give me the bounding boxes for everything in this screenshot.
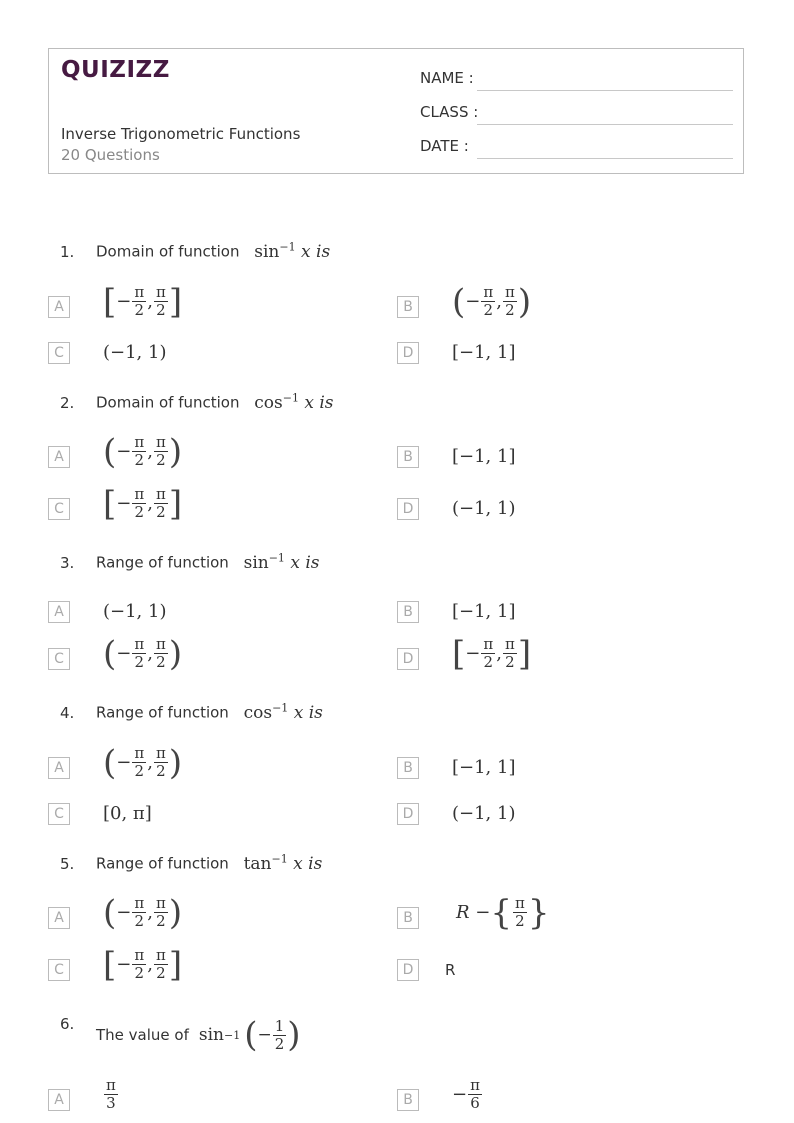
- bracket: ]: [168, 483, 183, 524]
- fraction: [132, 434, 146, 469]
- sign: −: [116, 902, 132, 923]
- bracket: ]: [168, 944, 183, 985]
- question-number: 1.: [60, 243, 75, 261]
- option-c[interactable]: [ − $\frac{\pi}{2}$ , $\frac{\pi}{2}$ ]: [103, 483, 183, 524]
- option-c[interactable]: ( − $\frac{\pi}{2}$ , $\frac{\pi}{2}$ ): [103, 633, 183, 674]
- question-math: [254, 242, 330, 262]
- fraction: [132, 745, 146, 780]
- numerator: π: [134, 283, 145, 301]
- numerator: π: [134, 635, 145, 653]
- bracket: ): [168, 431, 183, 472]
- brace: }: [527, 892, 550, 933]
- denominator: 2: [156, 912, 166, 930]
- bracket: ): [517, 281, 532, 322]
- sign: −: [116, 291, 132, 312]
- numerator: π: [470, 1076, 480, 1094]
- question-number: 4.: [60, 704, 75, 722]
- option-letter[interactable]: D: [397, 342, 419, 364]
- option-d[interactable]: (−1, 1): [452, 803, 516, 824]
- numerator: π: [155, 894, 166, 912]
- bracket: ): [168, 892, 183, 933]
- fraction: [154, 745, 168, 780]
- quizizz-logo: QUIZIZZ: [61, 57, 170, 83]
- option-c[interactable]: [ − $\frac{\pi}{2}$ , $\frac{\pi}{2}$ ]: [103, 944, 183, 985]
- denominator: 2: [134, 762, 145, 780]
- question-math: [244, 854, 323, 874]
- option-a[interactable]: ( − $\frac{\pi}{2}$ , $\frac{\pi}{2}$ ): [103, 431, 183, 472]
- denominator: 2: [134, 964, 145, 982]
- bracket: (: [103, 892, 117, 933]
- denominator: 2: [156, 964, 166, 982]
- question-text: [96, 551, 320, 573]
- set-prefix: R −: [456, 902, 491, 923]
- numerator: 1: [274, 1016, 285, 1035]
- denominator: 2: [134, 503, 145, 521]
- option-a[interactable]: ( − $\frac{\pi}{2}$ , $\frac{\pi}{2}$ ): [103, 742, 183, 783]
- fraction: [132, 895, 146, 930]
- question-prompt: Range of function: [96, 703, 229, 722]
- question-number: 3.: [60, 554, 75, 572]
- sign: −: [116, 441, 132, 462]
- fraction: [481, 284, 495, 319]
- math-tail: x is: [304, 392, 334, 413]
- question-math: [244, 703, 323, 723]
- question-number: 6.: [60, 1015, 75, 1033]
- fraction: [154, 486, 168, 521]
- option-d[interactable]: (−1, 1): [452, 498, 516, 519]
- fraction: [132, 486, 146, 521]
- numerator: π: [134, 894, 145, 912]
- fraction: [104, 1077, 118, 1112]
- name-field[interactable]: [420, 69, 733, 91]
- numerator: π: [155, 744, 166, 762]
- math-func: tan: [243, 853, 272, 874]
- question-number: 5.: [60, 855, 75, 873]
- denominator: 2: [156, 451, 166, 469]
- option-letter[interactable]: B: [397, 1089, 419, 1111]
- bracket: ]: [168, 281, 183, 322]
- math-func: sin: [243, 552, 269, 573]
- math-tail: x is: [293, 702, 323, 723]
- numerator: π: [515, 894, 525, 912]
- math-func: cos: [243, 702, 273, 723]
- option-letter[interactable]: C: [48, 803, 70, 825]
- numerator: π: [134, 485, 145, 503]
- worksheet-header: [48, 48, 744, 174]
- denominator: 2: [134, 912, 145, 930]
- brace: {: [490, 892, 512, 933]
- option-a[interactable]: [ − $\frac{\pi}{2}$ , $\frac{\pi}{2}$ ]: [103, 281, 183, 322]
- option-d[interactable]: [ − $\frac{\pi}{2}$ , $\frac{\pi}{2}$ ]: [452, 633, 532, 674]
- denominator: 2: [134, 451, 145, 469]
- bracket: ): [168, 742, 183, 783]
- bracket: [: [103, 483, 117, 524]
- numerator: π: [134, 744, 145, 762]
- question-text: [96, 240, 330, 262]
- denominator: 2: [156, 503, 166, 521]
- option-letter[interactable]: A: [48, 601, 70, 623]
- date-field[interactable]: [420, 137, 733, 159]
- fraction: [154, 434, 168, 469]
- math-sup: −1: [268, 551, 285, 564]
- date-line[interactable]: [477, 158, 733, 159]
- math-tail: x is: [301, 241, 331, 262]
- math-sup: −1: [272, 701, 289, 714]
- fraction: [132, 284, 146, 319]
- denominator: 3: [106, 1094, 116, 1112]
- fraction: [154, 947, 168, 982]
- option-c[interactable]: [0, π]: [103, 803, 152, 824]
- bracket: [: [452, 633, 466, 674]
- numerator: π: [106, 1076, 116, 1094]
- numerator: π: [155, 485, 166, 503]
- option-d[interactable]: R: [445, 961, 456, 979]
- paren: ): [287, 1015, 301, 1055]
- fraction: [154, 636, 168, 671]
- option-a[interactable]: [103, 1077, 119, 1112]
- option-a[interactable]: (−1, 1): [103, 601, 167, 622]
- paren: (: [244, 1015, 258, 1055]
- question-math: [254, 393, 333, 413]
- denominator: 2: [156, 653, 166, 671]
- sign: −: [465, 643, 481, 664]
- math-sup: −1: [271, 852, 288, 865]
- option-b[interactable]: ( − $\frac{\pi}{2}$ , $\frac{\pi}{2}$ ): [452, 281, 532, 322]
- denominator: 2: [505, 653, 515, 671]
- option-letter[interactable]: A: [48, 757, 70, 779]
- sign: −: [116, 954, 132, 975]
- denominator: 6: [470, 1094, 480, 1112]
- bracket: (: [103, 431, 117, 472]
- question-prompt: Domain of function: [96, 242, 240, 261]
- option-b[interactable]: [−1, 1]: [452, 446, 516, 467]
- fraction: [132, 947, 146, 982]
- date-label: DATE :: [420, 137, 469, 155]
- math-sup: −1: [279, 240, 296, 253]
- numerator: π: [155, 433, 166, 451]
- option-b[interactable]: [−1, 1]: [452, 601, 516, 622]
- math-tail: x is: [293, 853, 323, 874]
- numerator: π: [483, 635, 494, 653]
- question-count: 20 Questions: [61, 146, 160, 164]
- numerator: π: [504, 283, 515, 301]
- denominator: 2: [156, 762, 166, 780]
- math-func: cos: [254, 392, 283, 413]
- bracket: [: [103, 281, 117, 322]
- numerator: π: [134, 946, 145, 964]
- fraction: [154, 895, 168, 930]
- question-prompt: The value of: [96, 1026, 189, 1044]
- numerator: π: [134, 433, 145, 451]
- option-b[interactable]: [456, 892, 550, 933]
- question-prompt: Range of function: [96, 553, 229, 572]
- option-letter[interactable]: D: [397, 959, 419, 981]
- option-letter[interactable]: C: [48, 342, 70, 364]
- bracket: ]: [517, 633, 532, 674]
- option-letter[interactable]: C: [48, 959, 70, 981]
- math-tail: x is: [290, 552, 320, 573]
- option-letter[interactable]: A: [48, 296, 70, 318]
- option-letter[interactable]: B: [397, 446, 419, 468]
- denominator: 2: [483, 653, 494, 671]
- option-b[interactable]: [−1, 1]: [452, 757, 516, 778]
- option-letter[interactable]: A: [48, 907, 70, 929]
- question-prompt: Range of function: [96, 854, 229, 873]
- option-letter[interactable]: D: [397, 648, 419, 670]
- option-letter[interactable]: B: [397, 907, 419, 929]
- denominator: 2: [515, 912, 525, 930]
- question-text: [96, 701, 323, 723]
- option-d[interactable]: [−1, 1]: [452, 342, 516, 363]
- sign: −: [116, 493, 132, 514]
- numerator: π: [155, 946, 166, 964]
- bracket: (: [452, 281, 466, 322]
- option-c[interactable]: (−1, 1): [103, 342, 167, 363]
- sign: −: [257, 1025, 272, 1045]
- sign: −: [465, 291, 481, 312]
- denominator: 2: [274, 1034, 285, 1053]
- option-letter[interactable]: A: [48, 446, 70, 468]
- class-line[interactable]: [477, 124, 733, 125]
- math-sup: −1: [224, 1028, 241, 1042]
- math-func: sin: [198, 1025, 224, 1045]
- option-letter[interactable]: D: [397, 498, 419, 520]
- question-text: [96, 391, 334, 413]
- sign: −: [116, 752, 132, 773]
- question-math: [198, 1015, 301, 1055]
- question-text: [96, 852, 322, 874]
- option-letter[interactable]: A: [48, 1089, 70, 1111]
- fraction: [513, 895, 527, 930]
- denominator: 2: [505, 301, 515, 319]
- fraction: [154, 284, 168, 319]
- question-math: [244, 553, 320, 573]
- class-field[interactable]: [420, 103, 733, 125]
- fraction: [503, 636, 517, 671]
- denominator: 2: [156, 301, 166, 319]
- bracket: ): [168, 633, 183, 674]
- denominator: 2: [483, 301, 494, 319]
- class-label: CLASS :: [420, 103, 479, 121]
- numerator: π: [155, 635, 166, 653]
- option-letter[interactable]: C: [48, 648, 70, 670]
- option-letter[interactable]: D: [397, 803, 419, 825]
- fraction: [132, 636, 146, 671]
- option-b[interactable]: [452, 1077, 483, 1112]
- worksheet-title: Inverse Trigonometric Functions: [61, 125, 301, 143]
- math-func: sin: [254, 241, 280, 262]
- option-a[interactable]: ( − $\frac{\pi}{2}$ , $\frac{\pi}{2}$ ): [103, 892, 183, 933]
- numerator: π: [155, 283, 166, 301]
- bracket: (: [103, 742, 117, 783]
- fraction: [481, 636, 495, 671]
- question-prompt: Domain of function: [96, 393, 240, 412]
- option-letter[interactable]: B: [397, 296, 419, 318]
- option-letter[interactable]: C: [48, 498, 70, 520]
- fraction: [468, 1077, 482, 1112]
- name-label: NAME :: [420, 69, 474, 87]
- numerator: π: [504, 635, 515, 653]
- option-letter[interactable]: B: [397, 757, 419, 779]
- denominator: 2: [134, 301, 145, 319]
- name-line[interactable]: [477, 90, 733, 91]
- math-sup: −1: [282, 391, 299, 404]
- numerator: π: [483, 283, 494, 301]
- question-number: 2.: [60, 394, 75, 412]
- question-text: [96, 1012, 301, 1058]
- bracket: (: [103, 633, 117, 674]
- sign: −: [452, 1084, 468, 1105]
- fraction: [503, 284, 517, 319]
- denominator: 2: [134, 653, 145, 671]
- option-letter[interactable]: B: [397, 601, 419, 623]
- sign: −: [116, 643, 132, 664]
- fraction: [273, 1018, 287, 1053]
- bracket: [: [103, 944, 117, 985]
